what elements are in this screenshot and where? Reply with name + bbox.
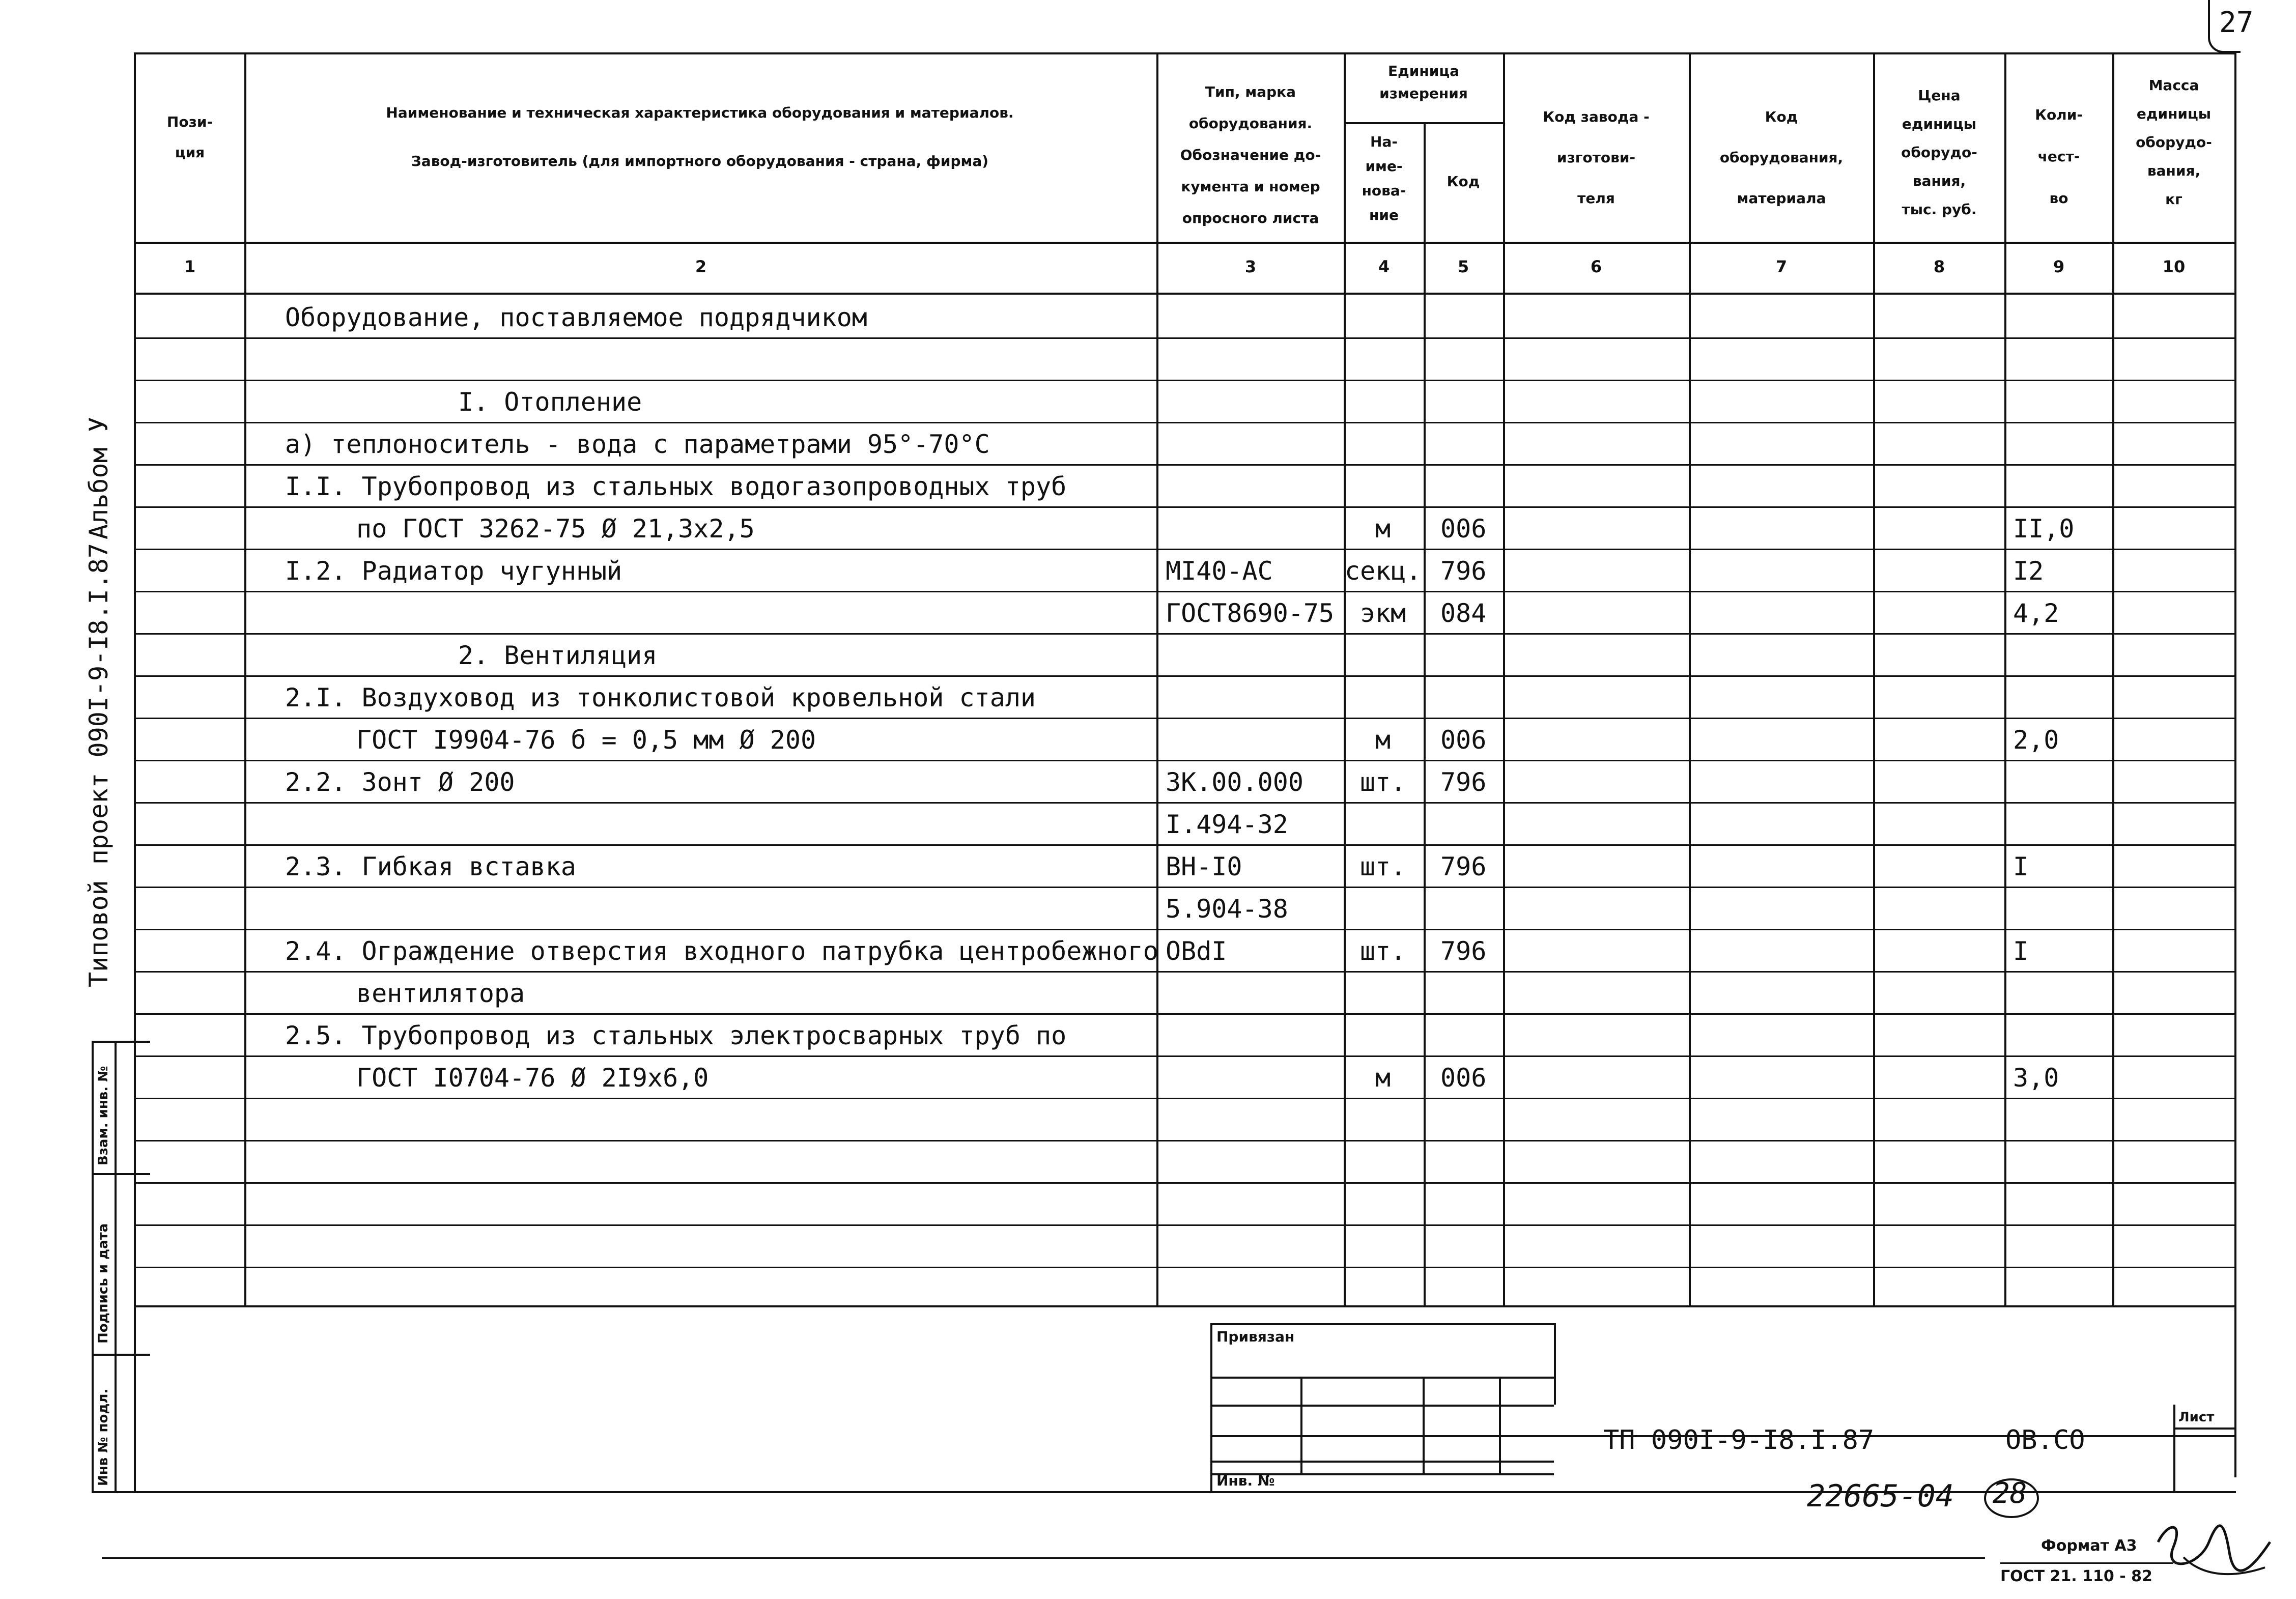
- archive-number: 22665-04: [1807, 1478, 1954, 1514]
- privyazan-label: Привязан: [1216, 1328, 1295, 1345]
- row-quantity: 3,0: [2013, 1063, 2059, 1093]
- page-corner-bracket: [2208, 0, 2241, 53]
- header-price: Цена единицы оборудо- вания, тыс. руб.: [1901, 87, 1977, 218]
- row-code: 796: [1440, 767, 1487, 797]
- row-name: 2.3. Гибкая вставка: [285, 852, 576, 881]
- row-type: ЗК.00.000: [1166, 767, 1303, 797]
- row-name: ГОСТ I9904-76 б = 0,5 мм Ø 200: [356, 725, 816, 755]
- row-type: 5.904-38: [1166, 894, 1288, 924]
- stamp-original-inventory: Инв № подл.: [96, 1388, 111, 1486]
- column-number: 4: [1378, 257, 1390, 276]
- row-name: I. Отопление: [458, 387, 642, 417]
- column-number: 10: [2162, 257, 2186, 276]
- header-position: Пози- ция: [166, 113, 213, 161]
- row-name: вентилятора: [356, 979, 525, 1008]
- row-quantity: 4,2: [2013, 598, 2059, 628]
- format-label: Формат А3: [2041, 1537, 2137, 1555]
- header-mass: Масса единицы оборудо- вания, кг: [2136, 77, 2212, 208]
- row-name: по ГОСТ 3262-75 Ø 21,3х2,5: [356, 514, 755, 544]
- row-quantity: I: [2013, 852, 2029, 881]
- row-name: а) теплоноситель - вода с параметрами 95°-70°С: [285, 430, 990, 459]
- column-number: 1: [184, 257, 196, 276]
- row-code: 006: [1440, 1063, 1487, 1093]
- document-code: ТП 090I-9-I8.I.87: [1603, 1425, 1875, 1455]
- row-quantity: II,0: [2013, 514, 2075, 544]
- table-row: [134, 1224, 2236, 1267]
- header-unit-code: Код: [1447, 173, 1480, 190]
- gost-label: ГОСТ 21. 110 - 82: [2000, 1567, 2152, 1585]
- header-material-code: Код оборудования, материала: [1719, 108, 1844, 207]
- header-unit-group: Единица измерения: [1379, 63, 1468, 102]
- row-code: 084: [1440, 598, 1487, 628]
- row-quantity: I2: [2013, 556, 2044, 586]
- row-unit: секц.: [1345, 556, 1422, 586]
- column-number: 7: [1775, 257, 1788, 276]
- row-code: 006: [1440, 514, 1487, 544]
- row-type: ГОСТ8690-75: [1166, 598, 1335, 628]
- header-name-line1: Наименование и техническая характеристика оборудования и материалов.: [386, 104, 1014, 121]
- row-name: 2. Вентиляция: [458, 641, 658, 670]
- column-number: 5: [1457, 257, 1469, 276]
- signature-scribble: [2153, 1511, 2275, 1588]
- row-name: 2.2. Зонт Ø 200: [285, 767, 515, 797]
- inventory-number-label: Инв. №: [1216, 1472, 1275, 1489]
- row-name: 2.4. Ограждение отверстия входного патрубка центробежного: [285, 936, 1158, 966]
- row-unit: м: [1375, 1063, 1391, 1093]
- row-unit: экм: [1359, 598, 1406, 628]
- row-unit: шт.: [1359, 767, 1406, 797]
- sheet-number: 28: [1993, 1477, 2027, 1510]
- row-name: I.I. Трубопровод из стальных водогазопроводных труб: [285, 472, 1067, 501]
- row-unit: м: [1375, 514, 1391, 544]
- table-row: [134, 337, 2236, 380]
- row-type: I.494-32: [1166, 810, 1288, 839]
- row-name: I.2. Радиатор чугунный: [285, 556, 622, 586]
- header-unit-name: На- име- нова- ние: [1362, 133, 1406, 223]
- table-row: [134, 1098, 2236, 1140]
- table-row: [134, 380, 2236, 422]
- column-number: 9: [2053, 257, 2065, 276]
- row-type: ВН-I0: [1166, 852, 1242, 881]
- row-unit: шт.: [1359, 852, 1406, 881]
- header-name-line2: Завод-изготовитель (для импортного оборудования - страна, фирма): [411, 153, 989, 169]
- stamp-replacement-inventory: Взам. инв. №: [96, 1066, 111, 1165]
- row-code: 006: [1440, 725, 1487, 755]
- sheet-label: Лист: [2178, 1410, 2215, 1425]
- row-type: ОВdI: [1166, 936, 1227, 966]
- document-mark: ОВ.СО: [2005, 1425, 2085, 1455]
- column-number: 3: [1244, 257, 1257, 276]
- column-number: 8: [1933, 257, 1945, 276]
- row-type: МI40-АС: [1166, 556, 1273, 586]
- header-type: Тип, марка оборудования. Обозначение до- кумента и номер опросного листа: [1180, 83, 1321, 226]
- row-code: 796: [1440, 936, 1487, 966]
- row-unit: шт.: [1359, 936, 1406, 966]
- header-plant-code: Код завода - изготови- теля: [1543, 108, 1650, 207]
- column-number: 2: [695, 257, 707, 276]
- table-row: [134, 1182, 2236, 1224]
- side-project-label: Типовой проект 090I-9-I8.I.87: [84, 543, 114, 987]
- row-quantity: 2,0: [2013, 725, 2059, 755]
- row-code: 796: [1440, 852, 1487, 881]
- stamp-signature-date: Подпись и дата: [96, 1223, 111, 1344]
- column-number: 6: [1590, 257, 1602, 276]
- row-name: 2.I. Воздуховод из тонколистовой кровельной стали: [285, 683, 1036, 712]
- header-quantity: Коли- чест- во: [2035, 106, 2083, 207]
- row-unit: м: [1375, 725, 1391, 755]
- table-row: [134, 633, 2236, 675]
- table-row: [134, 1140, 2236, 1182]
- row-name: 2.5. Трубопровод из стальных электросварных труб по: [285, 1021, 1067, 1050]
- side-album-label: Альбом У: [84, 417, 114, 539]
- page-corner-number: 27: [2219, 6, 2254, 39]
- row-code: 796: [1440, 556, 1487, 586]
- row-quantity: I: [2013, 936, 2029, 966]
- row-name: Оборудование, поставляемое подрядчиком: [285, 303, 867, 332]
- row-divider: [134, 1267, 2236, 1268]
- row-name: ГОСТ I0704-76 Ø 2I9х6,0: [356, 1063, 709, 1093]
